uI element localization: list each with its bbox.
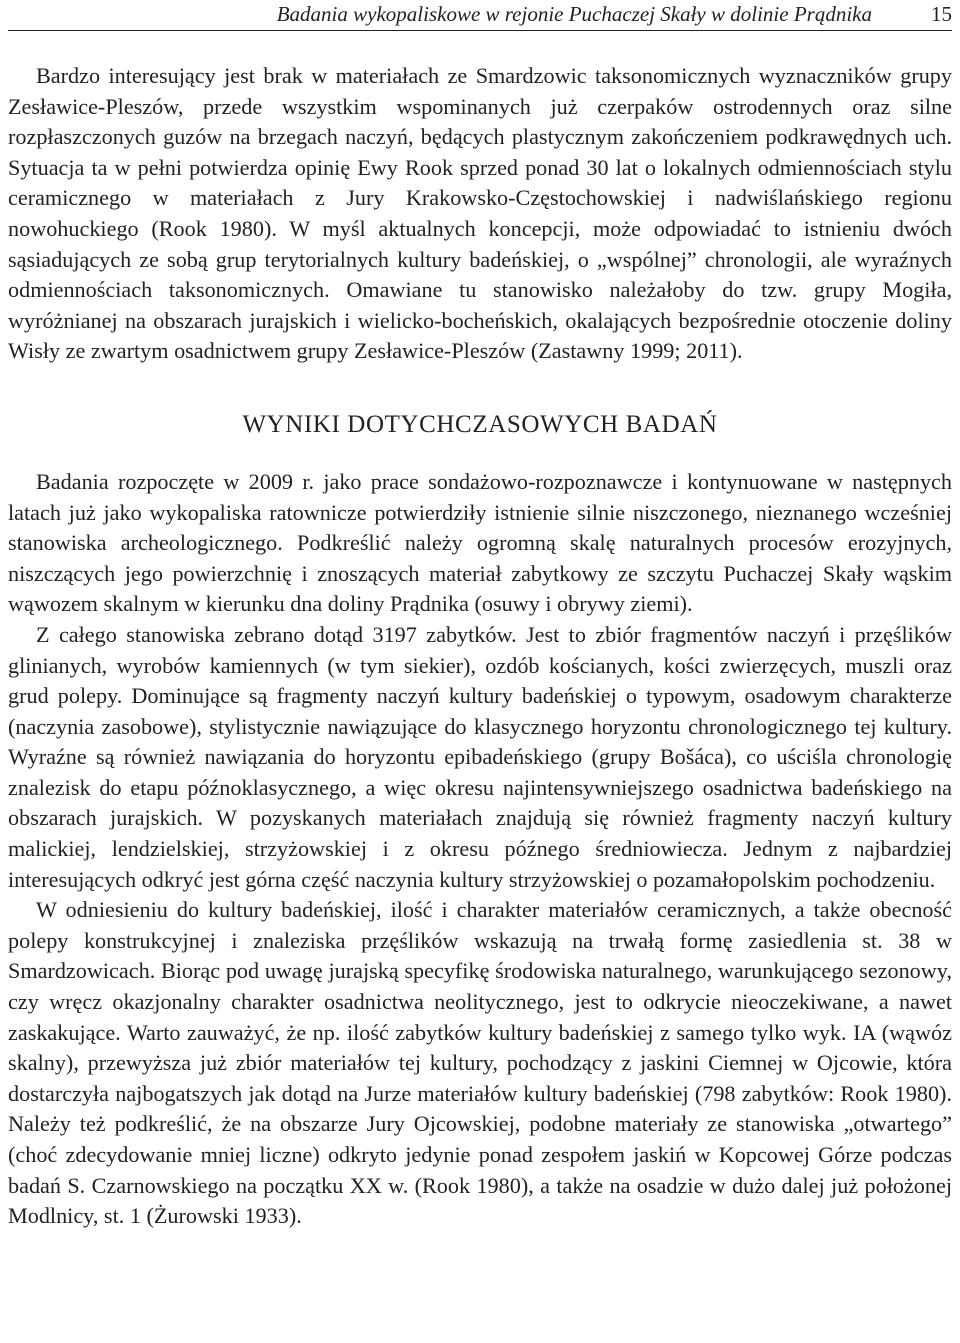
running-header <box>8 0 952 31</box>
section-paragraph-2: Z całego stanowiska zebrano dotąd 3197 zabytków. Jest to zbiór fragmentów naczyń i przęślików glinianych, wyrobów kamiennych (w tym siekier), ozdób kościanych, kości zwierzęcych, muszli oraz grud polepy. Dominujące są fragmenty naczyń kultury badeńskiej o typowym, osadowym charakterze (naczynia zasobowe), stylistycznie nawiązujące do klasycznego horyzontu chronologicznego tej kultury. Wyraźne są również nawiązania do horyzontu epibadeńskiego (grupy Bošáca), co uściśla chronologię znalezisk do etapu późnoklasycznego, a więc okresu najintensywniejszego osadnictwa badeńskiego na obszarach jurajskich. W pozyskanych materiałach znajdują się również fragmenty naczyń kultury malickiej, lendzielskiej, strzyżowskiej i z okresu późnego średniowiecza. Jednym z najbardziej interesujących odkryć jest górna część naczynia kultury strzyżowskiej o pozamałopolskim pochodzeniu. <box>8 621 952 892</box>
running-title: Badania wykopaliskowe w rejonie Puchaczej Skały w dolinie Prądnika <box>276 2 872 26</box>
section-paragraph-3: W odniesieniu do kultury badeńskiej, ilość i charakter materiałów ceramicznych, a także obecność polepy konstrukcyjnej i znaleziska przęślików wskazują na trwałą formę zasiedlenia st. 38 w Smardzowicach. Biorąc pod uwagę jurajską specyfikę środowiska naturalnego, warunkującego sezonowy, czy wręcz okazjonalny charakter osadnictwa neolitycznego, jest to odkrycie nieoczekiwane, a nawet zaskakujące. Warto zauważyć, że np. ilość zabytków kultury badeńskiej z samego tylko wyk. IA (wąwóz skalny), przewyższa już zbiór materiałów tej kultury, pochodzący z jaskini Ciemnej w Ojcowie, która dostarczyła najbogatszych jak dotąd na Jurze materiałów kultury badeńskiej (798 zabytków: Rook 1980). Należy też podkreślić, że na obszarze Jury Ojcowskiej, podobne materiały ze stanowiska „otwartego” (choć zdecydowanie mniej liczne) odkryto jedynie ponad zespołem jaskiń w Kopcowej Górze podczas badań S. Czarnowskiego na początku XX w. (Rook 1980), a także na osadzie w dużo dalej już położonej Modlnicy, st. 1 (Żurowski 1933). <box>8 897 952 1229</box>
page <box>8 0 952 1343</box>
section-heading: WYNIKI DOTYCHCZASOWYCH BADAŃ <box>242 410 718 438</box>
page-number: 15 <box>931 2 952 26</box>
section-paragraph-1: Badania rozpoczęte w 2009 r. jako prace sondażowo-rozpoznawcze i kontynuowane w następnych latach już jako wykopaliska ratownicze potwierdziły istnienie silnie niszczonego, nieznanego wcześniej stanowiska archeologicznego. Podkreślić należy ogromną skalę naturalnych procesów erozyjnych, niszczących jego powierzchnię i znoszących materiał zabytkowy ze szczytu Puchaczej Skały wąskim wąwozem skalnym w kierunku dna doliny Prądnika (osuwy i obrywy ziemi). <box>8 468 952 617</box>
article-body <box>8 61 952 1232</box>
intro-paragraph: Bardzo interesujący jest brak w materiałach ze Smardzowic taksonomicznych wyznaczników grupy Zesławice-Pleszów, przede wszystkim wspominanych już czerpaków ostrodennych oraz silne rozpłaszczonych guzów na brzegach naczyń, będących plastycznym zakończeniem podkrawędnych uch. Sytuacja ta w pełni potwierdza opinię Ewy Rook sprzed ponad 30 lat o lokalnych odmiennościach stylu ceramicznego w materiałach z Jury Krakowsko-Częstochowskiej i nadwiślańskiego regionu nowohuckiego (Rook 1980). W myśl aktualnych koncepcji, może odpowiadać to istnieniu dwóch sąsiadujących ze sobą grup terytorialnych kultury badeńskiej, o „wspólnej” chronologii, ale wyraźnych odmiennościach taksonomicznych. Omawiane tu stanowisko należałoby do tzw. grupy Mogiła, wyróżnianej na obszarach jurajskich i wielicko-bocheńskich, okalających bezpośrednie otoczenie doliny Wisły ze zwartym osadnictwem grupy Zesławice-Pleszów (Zastawny 1999; 2011). <box>8 63 952 364</box>
